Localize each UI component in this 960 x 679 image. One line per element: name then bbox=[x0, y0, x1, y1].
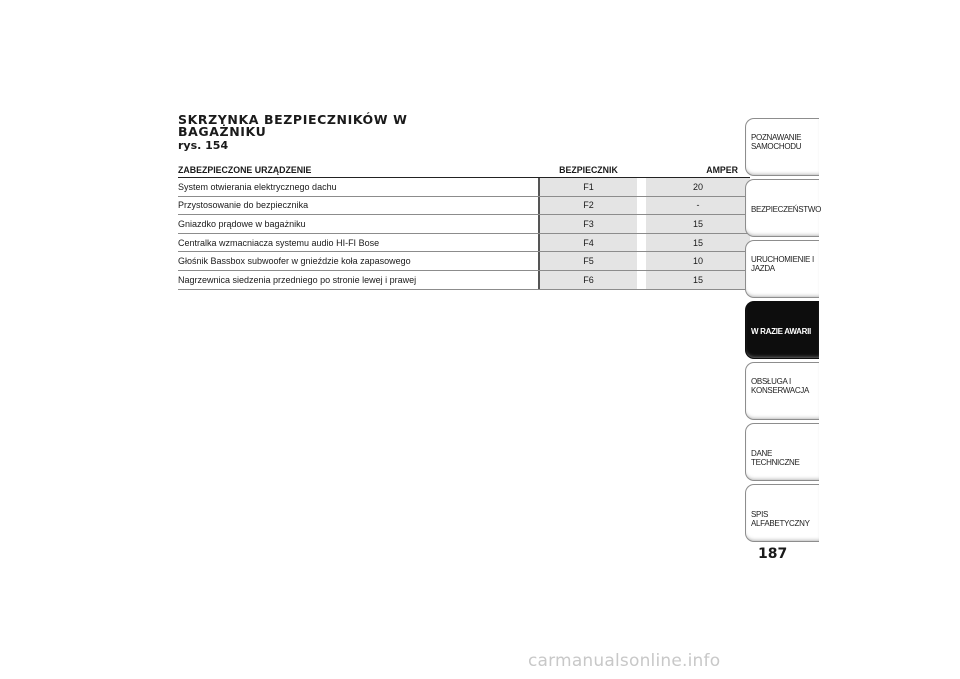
table-row bbox=[178, 252, 750, 271]
cell-fuse: F3 bbox=[540, 215, 637, 234]
table-row bbox=[178, 196, 750, 215]
column-spacer bbox=[637, 178, 646, 197]
table-row bbox=[178, 233, 750, 252]
tab-spis-alfabetyczny[interactable]: SPIS ALFABETYCZNY bbox=[745, 484, 819, 542]
cell-device: Przystosowanie do bezpiecznika bbox=[178, 196, 538, 215]
page-number: 187 bbox=[758, 546, 788, 562]
column-spacer bbox=[637, 162, 646, 178]
cell-fuse: F6 bbox=[540, 270, 637, 289]
tab-dane-techniczne[interactable]: DANE TECHNICZNE bbox=[745, 423, 819, 481]
cell-device: Nagrzewnica siedzenia przedniego po stronie lewej i prawej bbox=[178, 270, 538, 289]
table-row bbox=[178, 215, 750, 234]
column-spacer bbox=[637, 270, 646, 289]
column-spacer bbox=[637, 196, 646, 215]
fuse-table bbox=[178, 162, 750, 290]
tab-poznawanie-samochodu[interactable]: POZNAWANIE SAMOCHODU bbox=[745, 118, 819, 176]
cell-amp: 15 bbox=[646, 233, 750, 252]
tab-obsluga-i-konserwacja[interactable]: OBSŁUGA I KONSERWACJA bbox=[745, 362, 819, 420]
table-row bbox=[178, 270, 750, 289]
table-row bbox=[178, 178, 750, 197]
cell-fuse: F1 bbox=[540, 178, 637, 197]
cell-amp: 10 bbox=[646, 252, 750, 271]
header-fuse: BEZPIECZNIK bbox=[540, 162, 637, 178]
header-device: ZABEZPIECZONE URZĄDZENIE bbox=[178, 162, 538, 178]
figure-reference: rys. 154 bbox=[178, 139, 229, 152]
cell-fuse: F5 bbox=[540, 252, 637, 271]
cell-amp: 15 bbox=[646, 215, 750, 234]
chapter-tabs bbox=[745, 118, 822, 545]
tab-uruchomienie-i-jazda[interactable]: URUCHOMIENIE I JAZDA bbox=[745, 240, 819, 298]
tab-bezpieczenstwo[interactable]: BEZPIECZEŃSTWO bbox=[745, 179, 819, 237]
cell-amp: 15 bbox=[646, 270, 750, 289]
tab-w-razie-awarii[interactable]: W RAZIE AWARII bbox=[745, 301, 819, 359]
cell-device: Głośnik Bassbox subwoofer w gnieździe koła zapasowego bbox=[178, 252, 538, 271]
header-amp: AMPER bbox=[646, 162, 750, 178]
column-spacer bbox=[637, 233, 646, 252]
column-spacer bbox=[637, 252, 646, 271]
watermark: carmanualsonline.info bbox=[528, 651, 721, 671]
cell-device: Gniazdko prądowe w bagażniku bbox=[178, 215, 538, 234]
cell-amp: - bbox=[646, 196, 750, 215]
cell-device: Centralka wzmacniacza systemu audio HI-FI Bose bbox=[178, 233, 538, 252]
cell-device: System otwierania elektrycznego dachu bbox=[178, 178, 538, 197]
section-title: SKRZYNKA BEZPIECZNIKÓW W BAGAŻNIKU bbox=[178, 112, 408, 139]
column-spacer bbox=[637, 215, 646, 234]
table-header-row bbox=[178, 162, 750, 178]
cell-fuse: F4 bbox=[540, 233, 637, 252]
cell-fuse: F2 bbox=[540, 196, 637, 215]
cell-amp: 20 bbox=[646, 178, 750, 197]
